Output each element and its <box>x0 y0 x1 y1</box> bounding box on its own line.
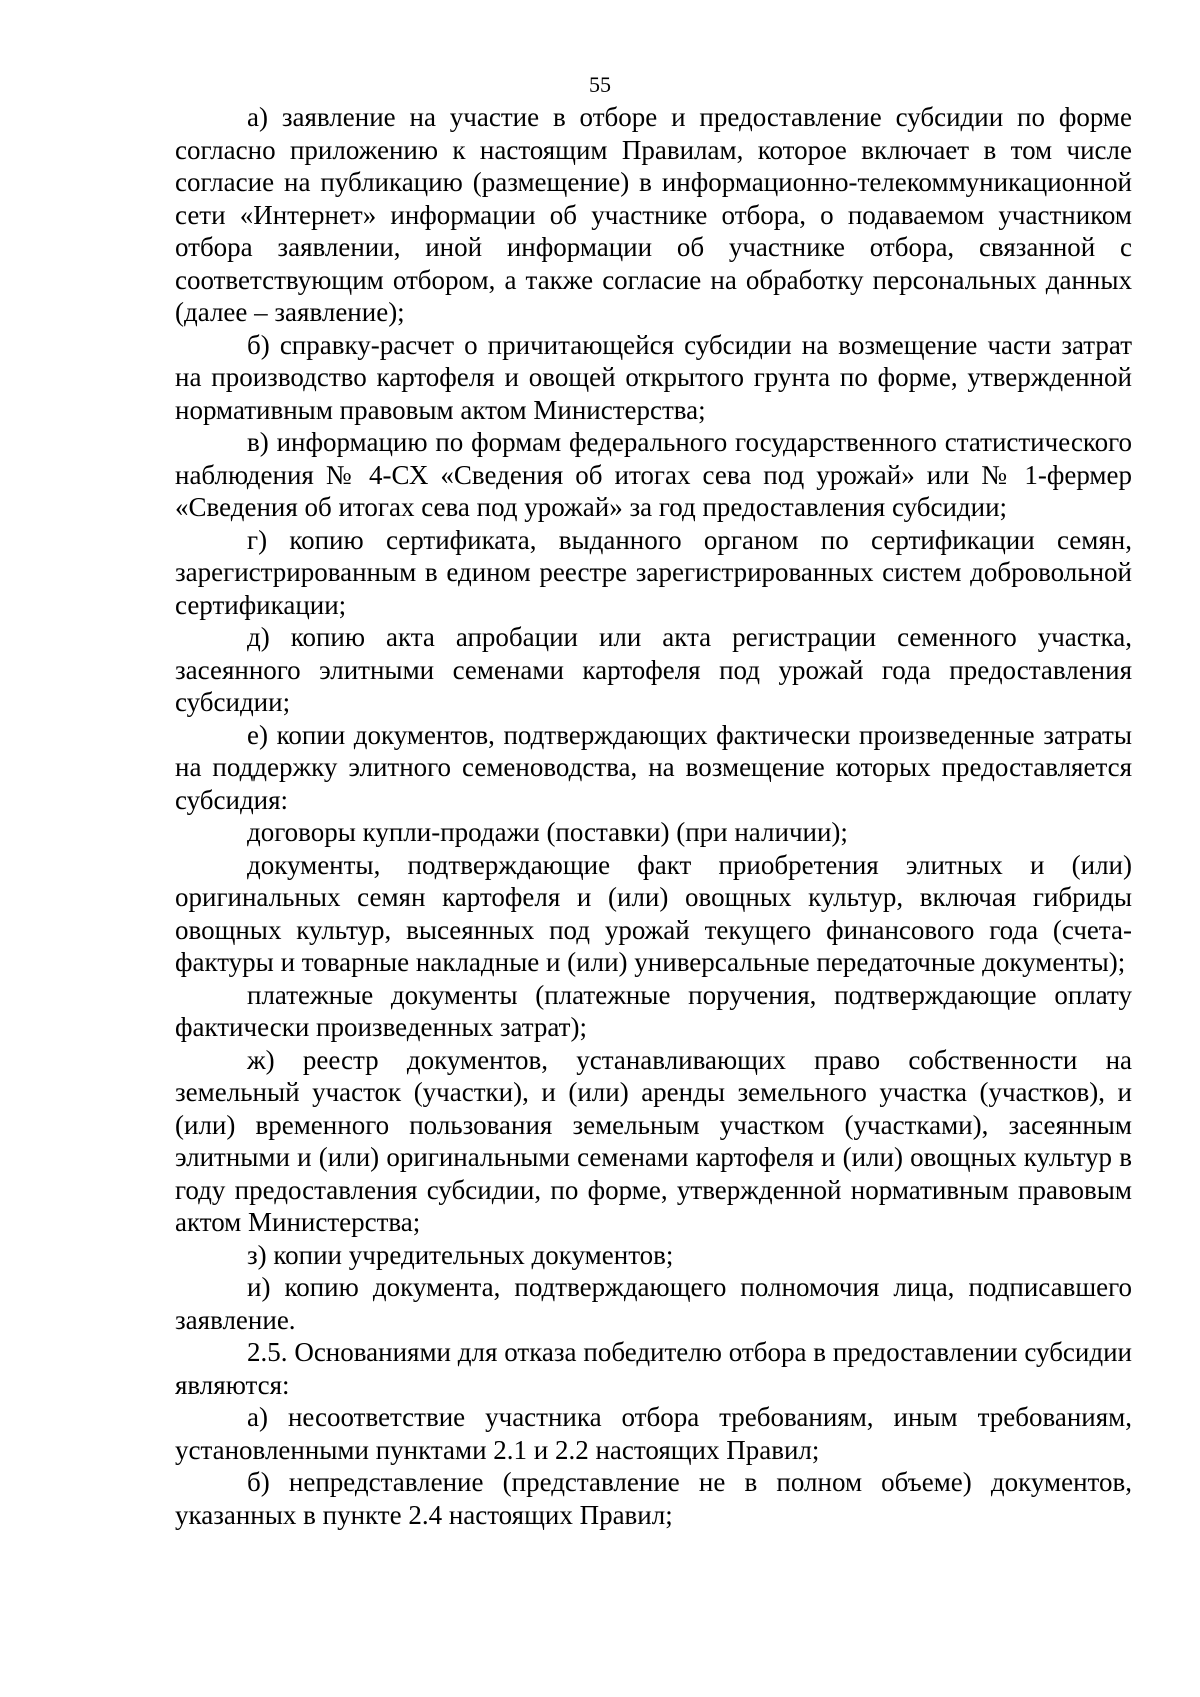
paragraph-a-application: а) заявление на участие в отборе и предоставление субсидии по форме согласно приложению к настоящим Правилам, которое включает в том числе согласие на публикацию (размещение) в информационно-телекоммуникационной сети «Интернет» информации об участнике отбора, о подаваемом участником отбора заявлении, иной информации об участнике отбора, связанной с соответствующим отбором, а также согласие на обработку персональных данных (далее – заявление); <box>175 102 1132 327</box>
paragraph-z-founding-documents: з) копии учредительных документов; <box>247 1239 674 1270</box>
paragraph-zh-land-registry: ж) реестр документов, устанавливающих право собственности на земельный участок (участки), и (или) аренды земельного участка (участков), и (или) временного пользования земельным участком (участками), засеянным элитными и (или) оригинальными семенами картофеля и (или) овощных культур в году предоставления субсидии, по форме, утвержденной нормативным правовым актом Министерства; <box>175 1044 1132 1237</box>
paragraph-a-noncompliance: а) несоответствие участника отбора требованиям, иным требованиям, установленными пунктами 2.1 и 2.2 настоящих Правил; <box>175 1402 1132 1465</box>
paragraph-b-missing-documents: б) непредставление (представление не в полном объеме) документов, указанных в пункте 2.4 настоящих Правил; <box>175 1467 1132 1530</box>
paragraph-sale-contracts: договоры купли-продажи (поставки) (при наличии); <box>247 817 848 847</box>
paragraph-i-authority-document: и) копию документа, подтверждающего полномочия лица, подписавшего заявление. <box>175 1272 1132 1335</box>
paragraph-2-5-refusal-grounds: 2.5. Основаниями для отказа победителю отбора в предоставлении субсидии являются: <box>175 1337 1132 1400</box>
paragraph-e-cost-documents: е) копии документов, подтверждающих фактически произведенные затраты на поддержку элитного семеноводства, на возмещение которых предоставляется субсидия: <box>175 719 1132 815</box>
paragraph-b-calculation: б) справку-расчет о причитающейся субсидии на возмещение части затрат на производство картофеля и овощей открытого грунта по форме, утвержденной нормативным правовым актом Министерства; <box>175 329 1132 425</box>
paragraph-v-statistics: в) информацию по формам федерального государственного статистического наблюдения № 4-СХ «Сведения об итогах сева под урожай» или № 1-фермер «Сведения об итогах сева под урожай» за год предоставления субсидии; <box>175 427 1132 522</box>
document-body <box>175 101 1132 1531</box>
paragraph-purchase-documents: документы, подтверждающие факт приобретения элитных и (или) оригинальных семян картофеля и (или) овощных культур, включая гибриды овощных культур, высеянных под урожай текущего финансового года (счета-фактуры и товарные накладные и (или) универсальные передаточные документы); <box>175 849 1132 977</box>
page-number: 55 <box>589 72 611 97</box>
paragraph-g-certificate: г) копию сертификата, выданного органом по сертификации семян, зарегистрированным в едином реестре зарегистрированных систем добровольной сертификации; <box>175 524 1132 620</box>
paragraph-payment-documents: платежные документы (платежные поручения, подтверждающие оплату фактически произведенных затрат); <box>175 979 1132 1042</box>
paragraph-d-approbation-act: д) копию акта апробации или акта регистрации семенного участка, засеянного элитными семенами картофеля под урожай года предоставления субсидии; <box>175 622 1132 717</box>
